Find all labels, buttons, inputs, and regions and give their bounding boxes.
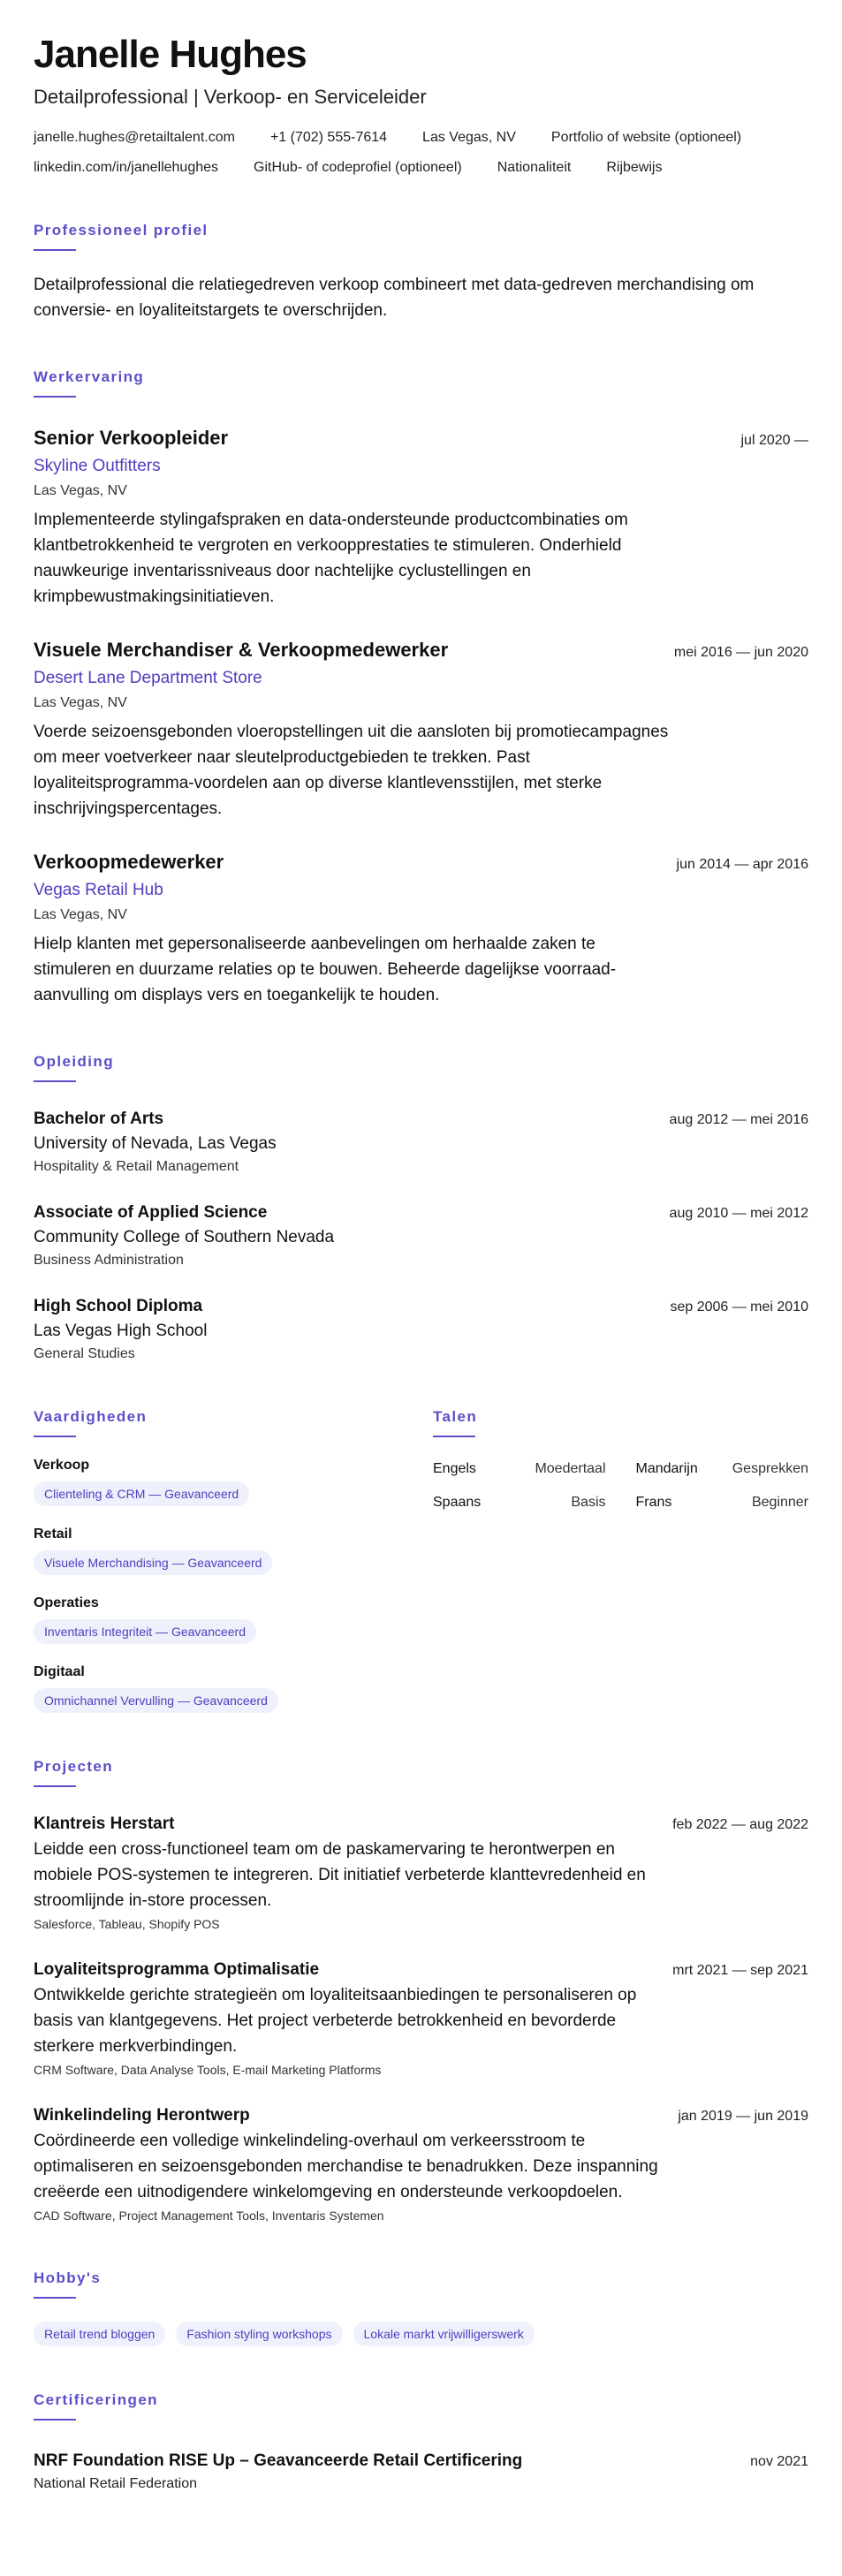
certification-name: NRF Foundation RISE Up – Geavanceerde Retail Certificering <box>34 2451 523 2470</box>
language-item <box>636 1494 809 1512</box>
job-title: Visuele Merchandiser & Verkoopmedewerker <box>34 639 449 661</box>
section-title: Werkervaring <box>34 368 145 385</box>
section-title: Certificeringen <box>34 2391 158 2408</box>
experience-entry <box>34 638 808 822</box>
section-divider <box>34 2419 76 2421</box>
projects-section <box>34 1757 808 2224</box>
contact-portfolio[interactable]: Portfolio of website (optioneel) <box>550 130 742 145</box>
project-dates: mrt 2021 — sep 2021 <box>672 1963 808 1978</box>
certification-entry <box>34 2451 808 2493</box>
job-location: Las Vegas, NV <box>34 695 127 710</box>
company-name: Skyline Outfitters <box>34 457 161 475</box>
project-entry <box>34 1814 808 1933</box>
resume-header <box>34 32 808 177</box>
language-list <box>433 1460 808 1512</box>
company-name: Desert Lane Department Store <box>34 669 262 687</box>
experience-entry <box>34 426 808 610</box>
skill-tag: Clienteling & CRM — Geavanceerd <box>34 1481 249 1506</box>
company-name: Vegas Retail Hub <box>34 881 163 899</box>
job-dates: jul 2020 — <box>740 433 808 448</box>
job-location: Las Vegas, NV <box>34 907 127 922</box>
project-tools: CRM Software, Data Analyse Tools, E-mail Marketing Platforms <box>34 2063 382 2077</box>
school-name: University of Nevada, Las Vegas <box>34 1134 277 1153</box>
section-divider <box>433 1436 475 1437</box>
school-name: Las Vegas High School <box>34 1322 208 1340</box>
section-title: Hobby's <box>34 2269 102 2286</box>
education-dates: sep 2006 — mei 2010 <box>670 1299 808 1315</box>
section-divider <box>34 1080 76 1082</box>
section-title: Professioneel profiel <box>34 222 209 239</box>
skill-group <box>34 1595 433 1644</box>
section-title: Vaardigheden <box>34 1408 148 1425</box>
language-name: Engels <box>433 1461 476 1476</box>
section-title: Opleiding <box>34 1053 114 1070</box>
project-entry <box>34 1959 808 2079</box>
section-divider <box>34 1436 76 1437</box>
skill-group <box>34 1526 433 1575</box>
project-description: Ontwikkelde gerichte strategieën om loyaliteitsaanbiedingen te personaliseren op basis van klantgegevens. Het project verbeterde betrokkenheid en bevorderde sterkere merkverbindingen. <box>34 1986 637 2056</box>
job-description: Voerde seizoensgebonden vloeropstellingen uit die aansloten bij promotiecampagnes om meer voetverkeer naar sleutelproductgebieden te trekken. Past loyaliteitsprogramma-voordelen aan op diverse klantlevensstijlen, met sterke inschrijvingspercentages. <box>34 723 669 818</box>
section-divider <box>34 2297 76 2299</box>
contact-email[interactable]: janelle.hughes@retailtalent.com <box>34 130 235 145</box>
contact-drivers-license: Rijbewijs <box>606 160 663 175</box>
skill-tag: Inventaris Integriteit — Geavanceerd <box>34 1619 256 1644</box>
education-section <box>34 1052 808 1363</box>
language-item <box>433 1494 606 1512</box>
contact-linkedin[interactable]: linkedin.com/in/janellehughes <box>34 160 219 175</box>
section-divider <box>34 249 76 251</box>
language-name: Frans <box>635 1495 672 1510</box>
candidate-headline: Detailprofessional | Verkoop- en Serviceleider <box>34 86 427 108</box>
profile-summary: Detailprofessional die relatiegedreven verkoop combineert met data-gedreven merchandising om conversie- en loyaliteitstargets te overschrijden. <box>34 276 755 320</box>
languages-section <box>433 1407 808 1713</box>
language-name: Spaans <box>433 1495 482 1510</box>
field-of-study: Hospitality & Retail Management <box>34 1159 239 1174</box>
education-entry <box>34 1296 808 1363</box>
contact-github[interactable]: GitHub- of codeprofiel (optioneel) <box>254 160 462 175</box>
skill-category: Retail <box>34 1527 72 1542</box>
project-name: Klantreis Herstart <box>34 1815 175 1833</box>
hobby-tag: Lokale markt vrijwilligerswerk <box>353 2322 535 2346</box>
language-item <box>433 1460 606 1478</box>
section-title: Projecten <box>34 1758 114 1775</box>
certification-organization: National Retail Federation <box>34 2476 197 2491</box>
project-description: Coördineerde een volledige winkelindeling-overhaul om verkeersstroom te optimaliseren en seizoensgebonden merchandise te benadrukken. Deze inspanning creëerde een uitnodigendere winkelomgeving en ondersteunde verkoopdoelen. <box>34 2132 658 2201</box>
education-entry <box>34 1202 808 1269</box>
certifications-section <box>34 2390 808 2493</box>
degree-name: High School Diploma <box>34 1297 203 1315</box>
project-tools: CAD Software, Project Management Tools, Inventaris Systemen <box>34 2209 384 2223</box>
skill-category: Verkoop <box>34 1458 90 1473</box>
education-dates: aug 2012 — mei 2016 <box>669 1112 808 1127</box>
project-tools: Salesforce, Tableau, Shopify POS <box>34 1917 220 1931</box>
experience-section <box>34 367 808 1008</box>
experience-entry <box>34 850 808 1008</box>
project-dates: jan 2019 — jun 2019 <box>678 2109 808 2124</box>
hobby-list <box>34 2322 808 2346</box>
contact-nationality: Nationaliteit <box>497 160 572 175</box>
language-level: Beginner <box>751 1495 808 1510</box>
skill-group <box>34 1457 433 1506</box>
skill-group <box>34 1663 433 1713</box>
job-dates: mei 2016 — jun 2020 <box>673 645 808 660</box>
education-entry <box>34 1109 808 1176</box>
education-dates: aug 2010 — mei 2012 <box>669 1206 808 1221</box>
skill-tag: Visuele Merchandising — Geavanceerd <box>34 1550 272 1575</box>
certification-date: nov 2021 <box>750 2454 808 2469</box>
project-entry <box>34 2105 808 2224</box>
language-level: Basis <box>571 1495 606 1510</box>
job-title: Senior Verkoopleider <box>34 427 229 449</box>
job-title: Verkoopmedewerker <box>34 851 224 873</box>
skills-languages-row <box>34 1407 808 1713</box>
skill-category: Operaties <box>34 1595 99 1610</box>
contact-location: Las Vegas, NV <box>422 130 516 145</box>
field-of-study: General Studies <box>34 1346 135 1361</box>
candidate-name: Janelle Hughes <box>34 33 307 76</box>
job-location: Las Vegas, NV <box>34 483 127 498</box>
degree-name: Bachelor of Arts <box>34 1110 164 1128</box>
skills-section <box>34 1407 433 1713</box>
contact-list <box>34 129 808 177</box>
project-description: Leidde een cross-functioneel team om de paskamervaring te herontwerpen en mobiele POS-systemen te integreren. Dit initiatief verbeterde klanttevredenheid en stroomlijnde in-store processen. <box>34 1840 646 1910</box>
language-name: Mandarijn <box>635 1461 698 1476</box>
field-of-study: Business Administration <box>34 1253 184 1268</box>
section-divider <box>34 1785 76 1787</box>
hobby-tag: Retail trend bloggen <box>34 2322 165 2346</box>
language-level: Moedertaal <box>535 1461 606 1476</box>
job-description: Hielp klanten met gepersonaliseerde aanbevelingen om herhaalde zaken te stimuleren en duurzame relaties op te bouwen. Beheerde dagelijkse voorraad-aanvulling om displays vers en toegankelijk te houden. <box>34 935 617 1004</box>
project-name: Loyaliteitsprogramma Optimalisatie <box>34 1960 320 1979</box>
project-dates: feb 2022 — aug 2022 <box>672 1817 808 1832</box>
contact-phone[interactable]: +1 (702) 555-7614 <box>269 130 388 145</box>
language-item <box>636 1460 809 1478</box>
section-title: Talen <box>433 1408 478 1425</box>
skill-tag: Omnichannel Vervulling — Geavanceerd <box>34 1688 278 1713</box>
language-level: Gesprekken <box>732 1461 808 1476</box>
profile-section <box>34 221 808 323</box>
section-divider <box>34 396 76 398</box>
hobbies-section <box>34 2269 808 2346</box>
job-dates: jun 2014 — apr 2016 <box>676 857 808 872</box>
project-name: Winkelindeling Herontwerp <box>34 2106 250 2125</box>
job-description: Implementeerde stylingafspraken en data-ondersteunde productcombinaties om klantbetrokkenheid te vergroten en verkoopprestaties te stimuleren. Onderhield nauwkeurige inventarissniveaus door nachtelijke cyclustellingen en krimpbewustmakingsinitiatieven. <box>34 511 628 606</box>
school-name: Community College of Southern Nevada <box>34 1228 335 1246</box>
hobby-tag: Fashion styling workshops <box>176 2322 342 2346</box>
skill-category: Digitaal <box>34 1664 85 1679</box>
degree-name: Associate of Applied Science <box>34 1203 268 1222</box>
